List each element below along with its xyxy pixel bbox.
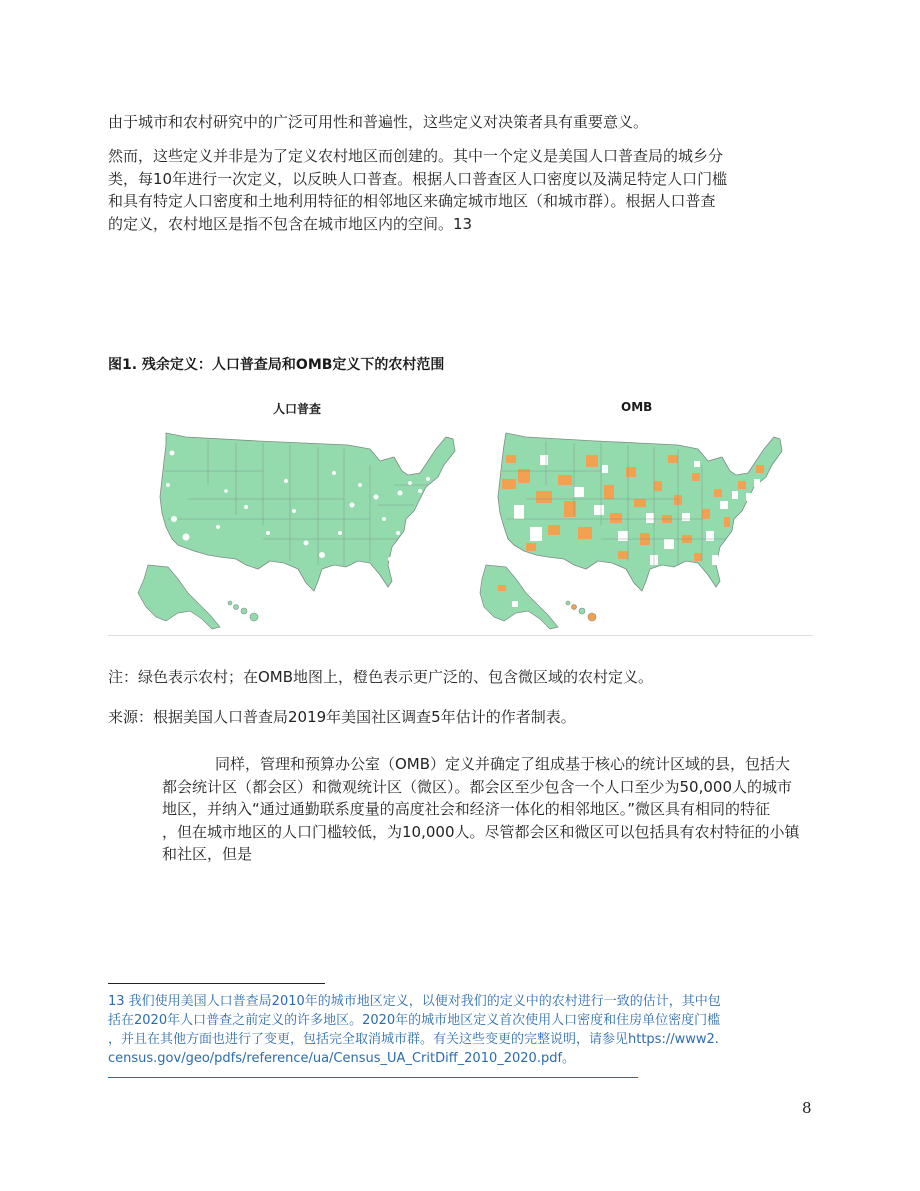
omb-definition-paragraph	[162, 753, 800, 866]
paragraph-line: 的定义，农村地区是指不包含在城市地区内的空间。13	[108, 214, 473, 233]
census-hawaii	[228, 601, 258, 621]
intro-paragraph	[108, 111, 648, 134]
footnote-line: 括在2020年人口普查之前定义的许多地区。2020年的城市地区定义首次使用人口密度和住房单位密度门槛	[108, 1013, 721, 1028]
page-number: 8	[802, 1099, 812, 1117]
footnote-13	[108, 992, 721, 1068]
paragraph-line: 然而，这些定义并非是为了定义农村地区而创建的。其中一个定义是美国人口普查局的城乡分	[108, 147, 724, 165]
paragraph-line: 和社区，但是	[162, 845, 253, 863]
omb-rural-map	[478, 415, 808, 635]
paragraph-line: 同样，管理和预算办公室（OMB）定义并确定了组成基于核心的统计区域的县，包括大	[215, 755, 791, 773]
census-rural-map	[108, 415, 473, 635]
paragraph-line: 和具有特定人口密度和土地利用特征的相邻地区来确定城市地区（和城市群）。根据人口普查	[108, 192, 716, 210]
figure-title: 图1. 残余定义：人口普查局和OMB定义下的农村范围	[108, 357, 445, 373]
census-conus	[160, 433, 455, 591]
footnote-separator	[108, 983, 325, 984]
census-alaska	[138, 565, 220, 629]
omb-alaska	[480, 565, 558, 629]
paragraph-line: ，但在城市地区的人口门槛较低，为10,000人。尽管都会区和微区可以包括具有农村特征的小镇	[162, 822, 800, 841]
omb-hawaii	[566, 601, 596, 621]
figure-note: 注：绿色表示农村；在OMB地图上，橙色表示更广泛的、包含微区域的农村定义。	[108, 668, 654, 686]
paragraph-line: 地区，并纳入“通过通勤联系度量的高度社会和经济一体化的相邻地区。”微区具有相同的特征	[162, 800, 771, 818]
footnote-link-line[interactable]: census.gov/geo/pdfs/reference/ua/Census_UA_CritDiff_2010_2020.pdf。	[108, 1051, 576, 1066]
footnote-link-line[interactable]: ，并且在其他方面也进行了变更，包括完全取消城市群。有关这些变更的完整说明，请参见https://www2.	[108, 1032, 719, 1047]
omb-conus	[498, 433, 782, 591]
paragraph-line: 由于城市和农村研究中的广泛可用性和普遍性，这些定义对决策者具有重要意义。	[108, 113, 649, 131]
omb-map-label: OMB	[621, 400, 653, 414]
footnote-line: 13 我们使用美国人口普查局2010年的城市地区定义，以便对我们的定义中的农村进行一致的估计，其中包	[108, 994, 721, 1009]
census-definition-paragraph	[108, 145, 727, 235]
figure-divider	[108, 635, 813, 636]
footnote-link-underline	[108, 1077, 638, 1078]
figure-source: 来源：根据美国人口普查局2019年美国社区调查5年估计的作者制表。	[108, 708, 576, 726]
paragraph-line: 都会统计区（都会区）和微观统计区（微区）。都会区至少包含一个人口至少为50,000人的城市	[162, 777, 792, 796]
census-map-label: 人口普查	[273, 402, 322, 416]
paragraph-line: 类，每10年进行一次定义，以反映人口普查。根据人口普查区人口密度以及满足特定人口门槛	[108, 169, 728, 188]
